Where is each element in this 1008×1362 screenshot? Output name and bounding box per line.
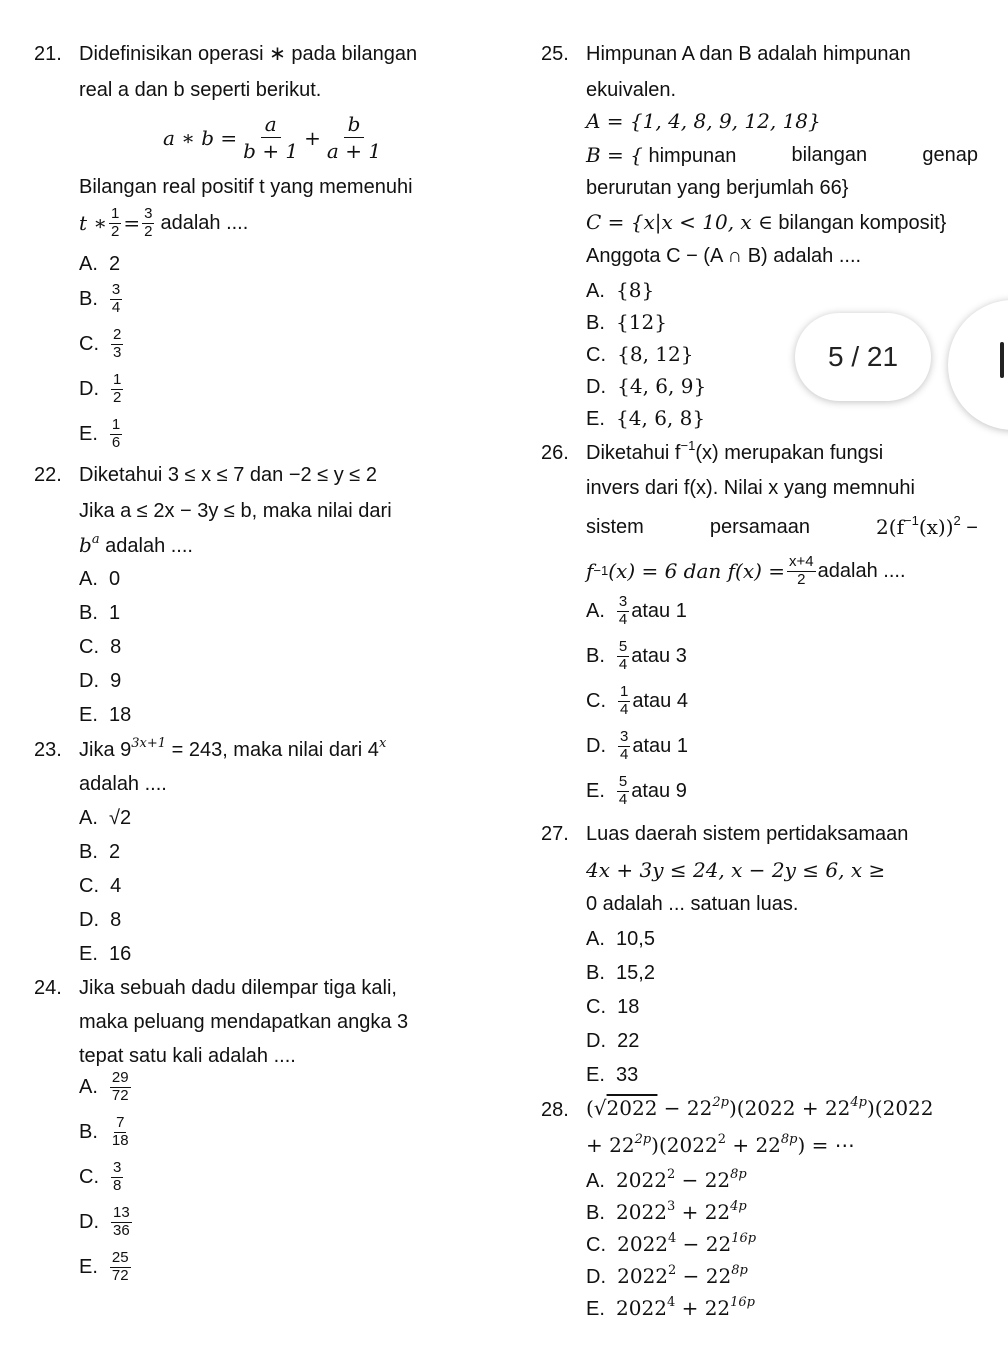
q26-fraction: $\frac{x+4}{2}$ xyxy=(789,553,814,588)
q23-option-c[interactable]: C. 4 xyxy=(79,875,122,897)
q21-option-a[interactable]: A. 2 xyxy=(79,253,121,275)
q21-option-c[interactable]: C. $\frac{2}{3}$ xyxy=(79,326,122,361)
q23-option-e[interactable]: E. 16 xyxy=(79,943,132,965)
q27-option-e[interactable]: E. 33 xyxy=(586,1064,639,1086)
q22-text-line2: Jika a ≤ 2x − 3y ≤ b, maka nilai dari xyxy=(79,500,392,522)
q22-option-b[interactable]: B. 1 xyxy=(79,602,121,624)
q21-formula-fraction2: $\frac{b}{a + 1}$ xyxy=(326,112,382,163)
q26-text-line3: sistem persamaan $2(f^{-1}(x))^2$ − xyxy=(586,513,978,539)
q24-text-line1: Jika sebuah dadu dilempar tiga kali, xyxy=(79,977,397,999)
q25-option-d[interactable]: D. {4, 6, 9} xyxy=(586,374,707,398)
q21-condition-fraction1: $\frac{1}{2}$ xyxy=(111,205,120,240)
q27-text-line2: 4x + 3y ≤ 24, x − 2y ≤ 6, x ≥ xyxy=(586,858,886,882)
q26-option-e[interactable]: E. $\frac{5}{4}$ atau 9 xyxy=(586,773,687,808)
q25-option-e[interactable]: E. {4, 6, 8} xyxy=(586,406,706,430)
q28-option-e[interactable]: E. $2022^4 + 22^{16p}$ xyxy=(586,1295,756,1320)
q26-text-line1: Diketahui $f^{-1}(x)$ merupakan fungsi xyxy=(586,438,884,464)
q26-number: 26. xyxy=(541,442,569,464)
q21-option-b[interactable]: B. $\frac{3}{4}$ xyxy=(79,281,121,316)
q21-formula xyxy=(163,113,387,162)
q21-text-line3: Bilangan real positif t yang memenuhi xyxy=(79,176,413,198)
q28-expression-line2: + $22^{2p})(2022^2 + 22^{8p})$ = ⋯ xyxy=(586,1132,855,1157)
q23-option-a[interactable]: A. √2 xyxy=(79,807,132,829)
q23-option-b[interactable]: B. 2 xyxy=(79,841,121,863)
q21-formula-plus: + xyxy=(304,125,321,150)
q26-option-d[interactable]: D. $\frac{3}{4}$ atau 1 xyxy=(586,728,688,763)
q26-option-c[interactable]: C. $\frac{1}{4}$ atau 4 xyxy=(586,683,688,718)
q23-text-line2: adalah .... xyxy=(79,773,167,795)
q25-option-a[interactable]: A. {8} xyxy=(586,278,655,302)
q27-number: 27. xyxy=(541,823,569,845)
q28-number: 28. xyxy=(541,1099,569,1121)
q27-text-line1: Luas daerah sistem pertidaksamaan xyxy=(586,823,909,845)
q25-text-line1: Himpunan A dan B adalah himpunan xyxy=(586,43,911,65)
q22-number: 22. xyxy=(34,464,62,486)
q22-option-c[interactable]: C. 8 xyxy=(79,636,122,658)
q21-text-line2: real a dan b seperti berikut. xyxy=(79,79,322,101)
q25-set-a: A = {1, 4, 8, 9, 12, 18} xyxy=(586,109,821,133)
q21-formula-lhs: a ∗ b = xyxy=(163,125,238,150)
q25-number: 25. xyxy=(541,43,569,65)
page-indicator-label: 5 / 21 xyxy=(827,341,899,372)
q25-option-c[interactable]: C. {8, 12} xyxy=(586,342,694,366)
q27-option-d[interactable]: D. 22 xyxy=(586,1030,640,1052)
q27-option-b[interactable]: B. 15,2 xyxy=(586,962,655,984)
q25-set-c: C = {x|x < 10, x ∈ bilangan komposit} xyxy=(586,210,947,234)
q24-option-a[interactable]: A. $\frac{29}{72}$ xyxy=(79,1069,129,1104)
q22-option-d[interactable]: D. 9 xyxy=(79,670,122,692)
q22-option-a[interactable]: A. 0 xyxy=(79,568,121,590)
q24-option-d[interactable]: D. $\frac{13}{36}$ xyxy=(79,1204,130,1239)
scroll-handle[interactable] xyxy=(948,300,1008,430)
q27-text-line3: 0 adalah ... satuan luas. xyxy=(586,893,799,915)
q24-text-line3: tepat satu kali adalah .... xyxy=(79,1045,296,1067)
q27-option-a[interactable]: A. 10,5 xyxy=(586,928,655,950)
q28-option-d[interactable]: D. $2022^2 - 22^{8p}$ xyxy=(586,1263,748,1288)
q25-set-b-line2: berurutan yang berjumlah 66} xyxy=(586,177,849,199)
q21-number: 21. xyxy=(34,43,62,65)
q26-text-line2: invers dari f(x). Nilai x yang memnuhi xyxy=(586,477,915,499)
page-indicator xyxy=(795,313,931,401)
q24-number: 24. xyxy=(34,977,62,999)
q24-option-b[interactable]: B. $\frac{7}{18}$ xyxy=(79,1114,129,1149)
q26-option-a[interactable]: A. $\frac{3}{4}$ atau 1 xyxy=(586,593,687,628)
q28-option-b[interactable]: B. $2022^3 + 22^{4p}$ xyxy=(586,1199,747,1224)
q23-text-line1: Jika $9^{3x+1} = 243$, maka nilai dari 4$^x$ xyxy=(79,736,387,761)
q21-condition: t ∗ $\frac{1}{2}$ = $\frac{3}{2}$ adalah .... xyxy=(79,205,249,240)
q21-option-e[interactable]: E. $\frac{1}{6}$ xyxy=(79,416,121,451)
q24-option-c[interactable]: C. $\frac{3}{8}$ xyxy=(79,1159,122,1194)
q22-text-line1: Diketahui 3 ≤ x ≤ 7 dan −2 ≤ y ≤ 2 xyxy=(79,464,377,486)
q25-question: Anggota C − (A ∩ B) adalah .... xyxy=(586,245,862,267)
q28-option-c[interactable]: C. $2022^4 - 22^{16p}$ xyxy=(586,1231,757,1256)
q22-text-line3: $b^a$ adalah .... xyxy=(79,532,193,557)
q21-formula-fraction1: $\frac{a}{b + 1}$ xyxy=(243,112,299,163)
q27-option-c[interactable]: C. 18 xyxy=(586,996,640,1018)
scroll-handle-grip-icon xyxy=(1000,342,1004,378)
q26-text-line4: f −1 (x) = 6 dan f(x) = $\frac{x+4}{2}$ adalah .... xyxy=(586,553,906,588)
q26-option-b[interactable]: B. $\frac{5}{4}$ atau 3 xyxy=(586,638,687,673)
q24-option-e[interactable]: E. $\frac{25}{72}$ xyxy=(79,1249,129,1284)
q28-option-a[interactable]: A. $2022^2 - 22^{8p}$ xyxy=(586,1167,747,1192)
q22-option-e[interactable]: E. 18 xyxy=(79,704,132,726)
q23-number: 23. xyxy=(34,739,62,761)
q24-text-line2: maka peluang mendapatkan angka 3 xyxy=(79,1011,409,1033)
q25-option-b[interactable]: B. {12} xyxy=(586,310,667,334)
q21-option-d[interactable]: D. $\frac{1}{2}$ xyxy=(79,371,122,406)
q25-text-line2: ekuivalen. xyxy=(586,79,677,101)
q25-set-b: B = { himpunan bilangan genap xyxy=(586,143,978,167)
q23-option-d[interactable]: D. 8 xyxy=(79,909,122,931)
q21-condition-fraction2: $\frac{3}{2}$ xyxy=(144,205,153,240)
q21-text-line1: Didefinisikan operasi ∗ pada bilangan xyxy=(79,43,418,65)
q28-expression-line1: $(√2022 - 22^{2p})(2022 + 22^{4p})(2022$ xyxy=(586,1095,934,1120)
